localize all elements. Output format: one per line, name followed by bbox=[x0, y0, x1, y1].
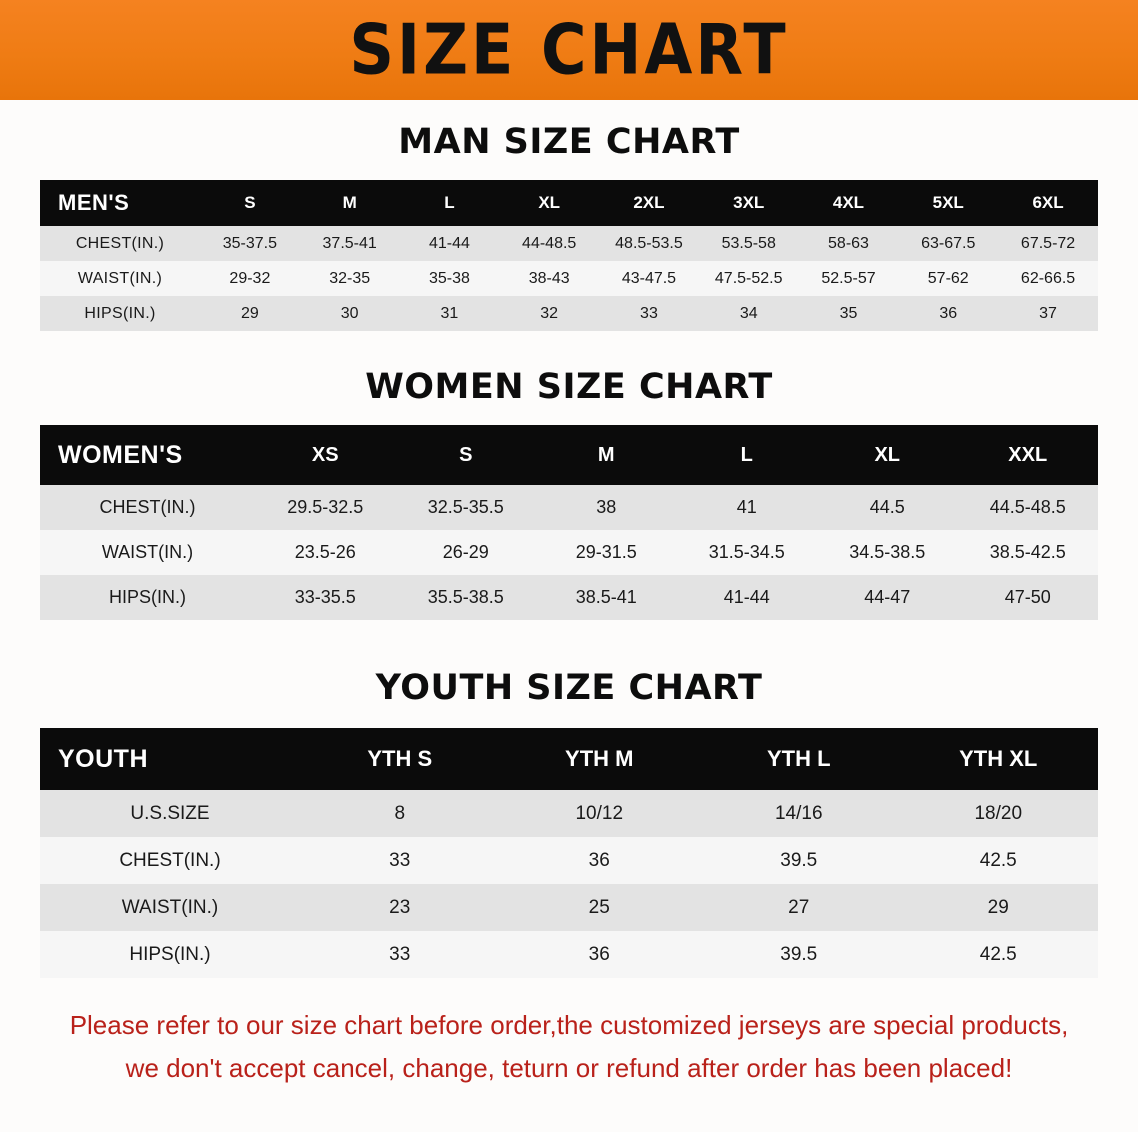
table-cell: HIPS(IN.) bbox=[129, 943, 211, 965]
table-header-cell: S bbox=[244, 193, 256, 212]
table-cell: 29-32 bbox=[229, 269, 271, 287]
table-cell: 34 bbox=[739, 304, 758, 322]
policy-note-line-1: Please refer to our size chart before order,the customized jerseys are special products, bbox=[69, 1010, 1069, 1040]
table-cell: 8 bbox=[394, 802, 406, 824]
table-row bbox=[40, 485, 1098, 530]
policy-note bbox=[36, 1004, 1102, 1090]
table-row bbox=[40, 226, 1098, 261]
table-cell: 32-35 bbox=[329, 269, 371, 287]
table-cell: 29 bbox=[987, 896, 1009, 918]
table-cell: 29-31.5 bbox=[575, 542, 637, 562]
table-cell: CHEST(IN.) bbox=[75, 234, 165, 252]
table-cell: WAIST(IN.) bbox=[101, 542, 194, 562]
table-cell: 67.5-72 bbox=[1020, 234, 1076, 252]
table-header-cell: 5XL bbox=[932, 193, 964, 212]
table-cell: U.S.SIZE bbox=[130, 802, 210, 824]
table-cell: 33 bbox=[389, 943, 411, 965]
table-header-cell: YTH M bbox=[565, 746, 634, 771]
table-cell: 42.5 bbox=[979, 943, 1017, 965]
table-cell: 38-43 bbox=[528, 269, 570, 287]
table-cell: 23.5-26 bbox=[294, 542, 356, 562]
table-cell: 31 bbox=[440, 304, 459, 322]
table-header-cell: L bbox=[444, 193, 455, 212]
table-header-cell: 6XL bbox=[1032, 193, 1064, 212]
table-header-cell: XL bbox=[874, 443, 901, 466]
table-header-cell: XS bbox=[311, 443, 339, 466]
table-cell: 58-63 bbox=[828, 234, 869, 252]
table-cell: HIPS(IN.) bbox=[108, 587, 186, 607]
table-header-cell: WOMEN'S bbox=[58, 440, 183, 469]
table-header-cell: M bbox=[342, 193, 357, 212]
table-cell: 47.5-52.5 bbox=[714, 269, 783, 287]
man-section-heading: MAN SIZE CHART bbox=[398, 122, 740, 162]
table-cell: 62-66.5 bbox=[1020, 269, 1076, 287]
youth-size-table bbox=[40, 728, 1098, 978]
policy-note-line-2: we don't accept cancel, change, teturn or refund after order has been placed! bbox=[125, 1052, 1013, 1083]
table-header-cell: YTH XL bbox=[959, 746, 1038, 771]
table-header-cell: YOUTH bbox=[58, 744, 148, 773]
table-cell: 31.5-34.5 bbox=[708, 542, 785, 562]
table-cell: 41 bbox=[736, 497, 757, 517]
table-cell: 47-50 bbox=[1004, 587, 1051, 607]
table-cell: 36 bbox=[939, 304, 958, 322]
table-cell: 38 bbox=[596, 497, 617, 517]
table-header-cell: M bbox=[597, 443, 615, 466]
table-cell: 35-38 bbox=[428, 269, 470, 287]
table-cell: 42.5 bbox=[979, 849, 1017, 871]
table-header-cell: XL bbox=[538, 193, 561, 212]
table-cell: 36 bbox=[588, 943, 610, 965]
table-cell: 36 bbox=[588, 849, 610, 871]
table-cell: 48.5-53.5 bbox=[615, 234, 683, 252]
table-cell: 32 bbox=[540, 304, 559, 322]
table-cell: 43-47.5 bbox=[621, 269, 677, 287]
table-cell: 27 bbox=[788, 896, 810, 918]
table-header-cell: S bbox=[459, 443, 473, 466]
table-cell: 37 bbox=[1039, 304, 1057, 322]
women-size-table bbox=[40, 425, 1098, 620]
table-cell: 34.5-38.5 bbox=[849, 542, 926, 562]
table-row bbox=[40, 931, 1098, 978]
table-cell: 30 bbox=[340, 304, 359, 322]
table-header-cell: XXL bbox=[1008, 443, 1048, 466]
table-row bbox=[40, 261, 1098, 296]
table-cell: 33-35.5 bbox=[294, 587, 356, 607]
table-cell: 29 bbox=[240, 304, 259, 322]
table-header-row bbox=[40, 728, 1098, 790]
man-size-table bbox=[40, 180, 1098, 331]
table-cell: 35-37.5 bbox=[222, 234, 278, 252]
table-cell: 39.5 bbox=[780, 943, 818, 965]
table-cell: 14/16 bbox=[774, 802, 823, 824]
table-cell: CHEST(IN.) bbox=[99, 497, 196, 517]
table-cell: 44-48.5 bbox=[522, 234, 577, 252]
table-cell: 41-44 bbox=[428, 234, 470, 252]
women-section-heading: WOMEN SIZE CHART bbox=[365, 367, 773, 407]
table-header-row bbox=[40, 180, 1098, 226]
youth-section-heading: YOUTH SIZE CHART bbox=[375, 668, 763, 708]
table-cell: 38.5-42.5 bbox=[989, 542, 1066, 562]
table-cell: WAIST(IN.) bbox=[121, 896, 219, 918]
page-title: SIZE CHART bbox=[349, 8, 789, 91]
table-cell: CHEST(IN.) bbox=[119, 849, 221, 871]
table-header-cell: 4XL bbox=[832, 193, 865, 212]
table-row bbox=[40, 790, 1098, 837]
table-header-cell: L bbox=[740, 443, 753, 466]
table-cell: 53.5-58 bbox=[721, 234, 776, 252]
table-row bbox=[40, 530, 1098, 575]
table-cell: 44.5-48.5 bbox=[989, 497, 1066, 517]
table-cell: WAIST(IN.) bbox=[77, 269, 163, 287]
table-cell: 18/20 bbox=[974, 802, 1023, 824]
table-cell: 44.5 bbox=[869, 497, 905, 517]
table-cell: 63-67.5 bbox=[921, 234, 976, 252]
table-cell: 35 bbox=[839, 304, 858, 322]
page-banner bbox=[0, 0, 1138, 100]
table-row bbox=[40, 296, 1098, 331]
table-cell: 39.5 bbox=[780, 849, 818, 871]
table-header-row bbox=[40, 425, 1098, 485]
table-header-cell: YTH L bbox=[766, 746, 831, 771]
table-row bbox=[40, 575, 1098, 620]
table-cell: 35.5-38.5 bbox=[427, 587, 504, 607]
table-header-cell: MEN'S bbox=[58, 190, 130, 215]
table-cell: 10/12 bbox=[575, 802, 624, 824]
table-cell: 38.5-41 bbox=[575, 587, 637, 607]
table-cell: 57-62 bbox=[927, 269, 969, 287]
table-cell: 44-47 bbox=[864, 587, 911, 607]
table-cell: 33 bbox=[640, 304, 658, 322]
table-header-cell: 3XL bbox=[733, 193, 765, 212]
youth-table-wrap bbox=[40, 728, 1098, 978]
table-cell: 52.5-57 bbox=[821, 269, 876, 287]
table-cell: 41-44 bbox=[723, 587, 770, 607]
table-header-cell: 2XL bbox=[633, 193, 665, 212]
man-table-wrap bbox=[40, 180, 1098, 331]
table-cell: 32.5-35.5 bbox=[427, 497, 504, 517]
table-row bbox=[40, 884, 1098, 931]
table-cell: HIPS(IN.) bbox=[84, 304, 156, 322]
table-cell: 23 bbox=[389, 896, 411, 918]
table-cell: 37.5-41 bbox=[322, 234, 377, 252]
table-row bbox=[40, 837, 1098, 884]
table-header-cell: YTH S bbox=[367, 746, 433, 771]
table-cell: 29.5-32.5 bbox=[287, 497, 364, 517]
table-cell: 25 bbox=[588, 896, 610, 918]
women-table-wrap bbox=[40, 425, 1098, 620]
table-cell: 33 bbox=[389, 849, 411, 871]
table-cell: 26-29 bbox=[442, 542, 489, 562]
